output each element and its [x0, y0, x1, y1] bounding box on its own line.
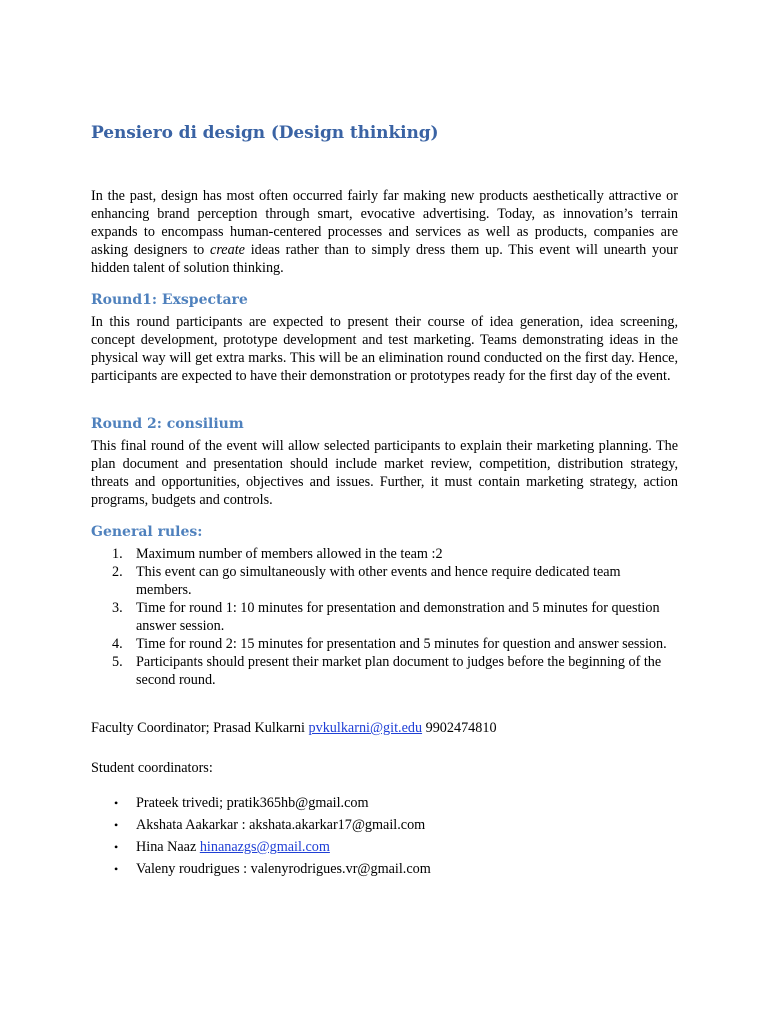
rule-text: Time for round 2: 15 minutes for presentation and 5 minutes for question and answer session.	[136, 636, 667, 652]
student-item	[91, 836, 431, 858]
faculty-phone: 9902474810	[422, 720, 497, 736]
rule-text: Time for round 1: 10 minutes for presentation and demonstration and 5 minutes for question answer session.	[136, 600, 660, 634]
bullet-icon: •	[114, 796, 119, 810]
faculty-email-link[interactable]: pvkulkarni@git.edu	[308, 720, 423, 736]
rules-list	[91, 545, 678, 689]
student-text: Hina Naaz	[136, 839, 200, 855]
rule-item	[91, 563, 678, 599]
bullet-icon: •	[114, 862, 119, 876]
intro-text-2: ideas rather than to simply dress them up. This event will unearth your hidden talent of solution thinking.	[91, 242, 678, 276]
student-text: Valeny roudrigues : valenyrodrigues.vr@gmail.com	[136, 861, 431, 877]
rule-number: 3.	[112, 600, 123, 616]
rules-heading: General rules:	[91, 524, 203, 540]
bullet-icon: •	[114, 840, 119, 854]
rule-number: 4.	[112, 636, 123, 652]
round2-paragraph: This final round of the event will allow selected participants to explain their marketing planning. The plan document and presentation should include market review, competition, distribution strategy, threats and opportunities, objectives and issues. Further, it must contain marketing strategy, action programs, budgets and controls.	[91, 438, 678, 508]
round2-heading: Round 2: consilium	[91, 416, 244, 432]
faculty-label: Faculty Coordinator; Prasad Kulkarni	[91, 720, 309, 736]
round1-heading: Round1: Exspectare	[91, 292, 248, 308]
rule-item	[91, 653, 678, 689]
rule-text: Participants should present their market plan document to judges before the beginning of the second round.	[136, 654, 662, 688]
rule-number: 5.	[112, 654, 123, 670]
page-title: Pensiero di design (Design thinking)	[91, 123, 439, 143]
student-text: Prateek trivedi; pratik365hb@gmail.com	[136, 795, 369, 811]
student-text: Akshata Aakarkar : akshata.akarkar17@gmail.com	[136, 817, 426, 833]
rule-item	[91, 635, 678, 653]
intro-paragraph	[91, 187, 678, 277]
intro-emphasis: create	[210, 242, 245, 258]
student-coordinators-label: Student coordinators:	[91, 760, 213, 776]
rule-number: 2.	[112, 564, 123, 580]
faculty-coordinator	[91, 719, 497, 737]
rule-text: This event can go simultaneously with other events and hence require dedicated team members.	[136, 564, 621, 598]
student-email-link[interactable]: hinanazgs@gmail.com	[199, 839, 330, 855]
rule-item	[91, 545, 678, 563]
bullet-icon: •	[114, 818, 119, 832]
rule-text: Maximum number of members allowed in the team :2	[136, 546, 443, 562]
student-item	[91, 858, 431, 880]
round1-paragraph: In this round participants are expected to present their course of idea generation, idea screening, concept development, prototype development and test marketing. Teams demonstrating ideas in the physical way will get extra marks. This will be an elimination round conducted on the first day. Hence, participants are expected to have their demonstration or prototypes ready for the first day of the event.	[91, 314, 678, 384]
rule-number: 1.	[112, 546, 123, 562]
student-item	[91, 792, 431, 814]
intro-text-1: In the past, design has most often occurred fairly far making new products aesthetically attractive or enhancing brand perception through smart, evocative advertising. Today, as innovation’s terrain expands to encompass human-centered processes and services as well as products, companies are asking designers to	[91, 188, 678, 258]
student-item	[91, 814, 431, 836]
student-coordinators-list	[91, 792, 431, 880]
rule-item	[91, 599, 678, 635]
